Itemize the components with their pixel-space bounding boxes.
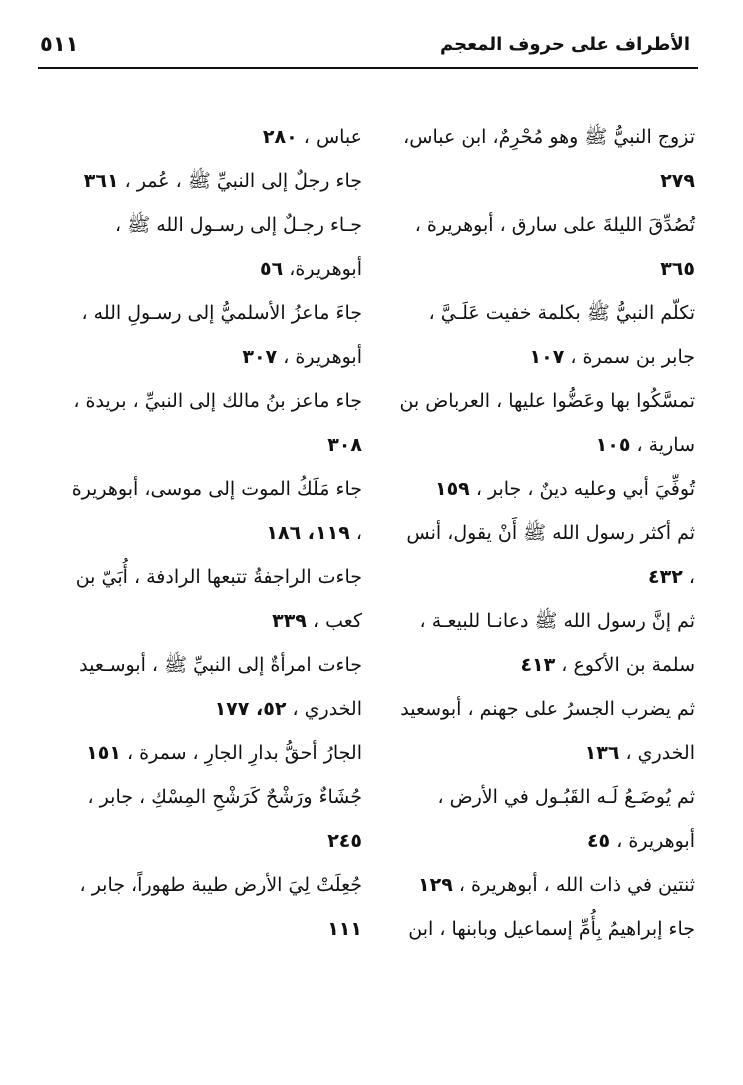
entry-ref: ٢٤٥ — [327, 830, 362, 852]
entry-ref: ٣٦٥ — [660, 258, 695, 280]
index-entry: جُشَاءٌ ورَشْحٌ كَرَشْحِ المِسْكِ ، جابر ، ٢٤٥ — [87, 786, 362, 852]
entry-ref: ٣٦١ — [83, 170, 119, 192]
entry-ref: ٥٢، ١٧٧ — [214, 698, 287, 720]
index-entry: ثم إنَّ رسول الله ﷺ دعانـا للبيعـة ، سلمة بن الأكوع ، ٤١٣ — [419, 610, 695, 676]
index-entry: جاءت امرأةٌ إلى النبيِّ ﷺ ، أبوسـعيد الخدري ، ٥٢، ١٧٧ — [79, 654, 362, 720]
entry-ref: ١١١ — [327, 918, 362, 940]
page-number: ٥١١ — [40, 32, 79, 56]
index-entry: جاء مَلَكُ الموت إلى موسى، أبوهريرة ، ١١٩، ١٨٦ — [71, 478, 362, 544]
index-column-left — [62, 115, 362, 951]
index-entry: ثم يضرب الجسرُ على جهنم ، أبوسعيد الخدري ، ١٣٦ — [400, 698, 695, 764]
index-entry: جـاء رجـلٌ إلى رسـول الله ﷺ ، أبوهريرة، ٥٦ — [115, 214, 362, 280]
index-entry: جاءَ ماعزُ الأسلميُّ إلى رسـولِ الله ، أبوهريرة ، ٣٠٧ — [81, 302, 362, 368]
index-column-right — [395, 115, 695, 951]
entry-ref: ٢٨٠ — [262, 126, 298, 148]
entry-ref: ١١٩، ١٨٦ — [266, 522, 350, 544]
index-entry: عباس ، ٢٨٠ — [262, 126, 362, 148]
entry-ref: ١٢٩ — [418, 874, 453, 896]
index-entry: تُصُدِّقَ الليلةَ على سارق ، أبوهريرة ، ٣٦٥ — [414, 214, 695, 280]
entry-ref: ٤١٣ — [520, 654, 556, 676]
entry-ref: ٣٠٨ — [327, 434, 362, 456]
entry-ref: ١٣٦ — [584, 742, 620, 764]
entry-ref: ٥٦ — [260, 258, 284, 280]
index-entry: تزوج النبيُّ ﷺ وهو مُحْرِمٌ، ابن عباس، ٢٧٩ — [403, 126, 695, 192]
entry-ref: ٣٣٩ — [272, 610, 307, 632]
entry-ref: ٤٣٢ — [648, 566, 683, 588]
page-header — [40, 28, 690, 68]
entry-ref: ٤٥ — [586, 830, 611, 852]
index-entry: جاء إبراهيمُ بِأُمِّ إسماعيل وبابنها ، ابن — [408, 918, 695, 940]
index-entry: جاءت الراجفةُ تتبعها الرادفة ، أُبَيّ بن كعب ، ٣٣٩ — [75, 566, 362, 632]
entry-ref: ٢٧٩ — [660, 170, 695, 192]
header-rule — [38, 67, 698, 69]
index-entry: جُعِلَتْ لِيَ الأرض طيبة طهوراً، جابر ، ١١١ — [79, 874, 362, 940]
entry-ref: ١٥٩ — [434, 478, 470, 500]
entry-ref: ٣٠٧ — [242, 346, 278, 368]
entry-ref: ١٠٧ — [529, 346, 565, 368]
entry-ref: ١٥١ — [86, 742, 121, 764]
entry-ref: ١٠٥ — [595, 434, 631, 456]
index-entry: تمسَّكُوا بها وعَضُّوا عليها ، العرباض بن سارية ، ١٠٥ — [399, 390, 695, 456]
running-title: الأطراف على حروف المعجم — [440, 34, 690, 55]
index-entry: ثم أكثر رسول الله ﷺ أَنْ يقول، أنس ، ٤٣٢ — [406, 522, 695, 588]
index-entry: جاء ماعز بنُ مالك إلى النبيِّ ، بريدة ، ٣٠٨ — [73, 390, 362, 456]
index-entry: تُوفِّيَ أبي وعليه دينٌ ، جابر ، ١٥٩ — [434, 478, 695, 500]
index-entry: تكلّم النبيُّ ﷺ بكلمة خفيت عَلَـيَّ ، جابر بن سمرة ، ١٠٧ — [428, 302, 695, 368]
index-entry: الجارُ أحقُّ بدارِ الجارِ ، سمرة ، ١٥١ — [86, 742, 362, 764]
index-entry: ثنتين في ذات الله ، أبوهريرة ، ١٢٩ — [418, 874, 695, 896]
index-entry: ثم يُوضَـعُ لَـه القَبُـول في الأرض ، أبوهريرة ، ٤٥ — [437, 786, 695, 852]
index-entry: جاء رجلٌ إلى النبيِّ ﷺ ، عُمر ، ٣٦١ — [83, 170, 362, 192]
